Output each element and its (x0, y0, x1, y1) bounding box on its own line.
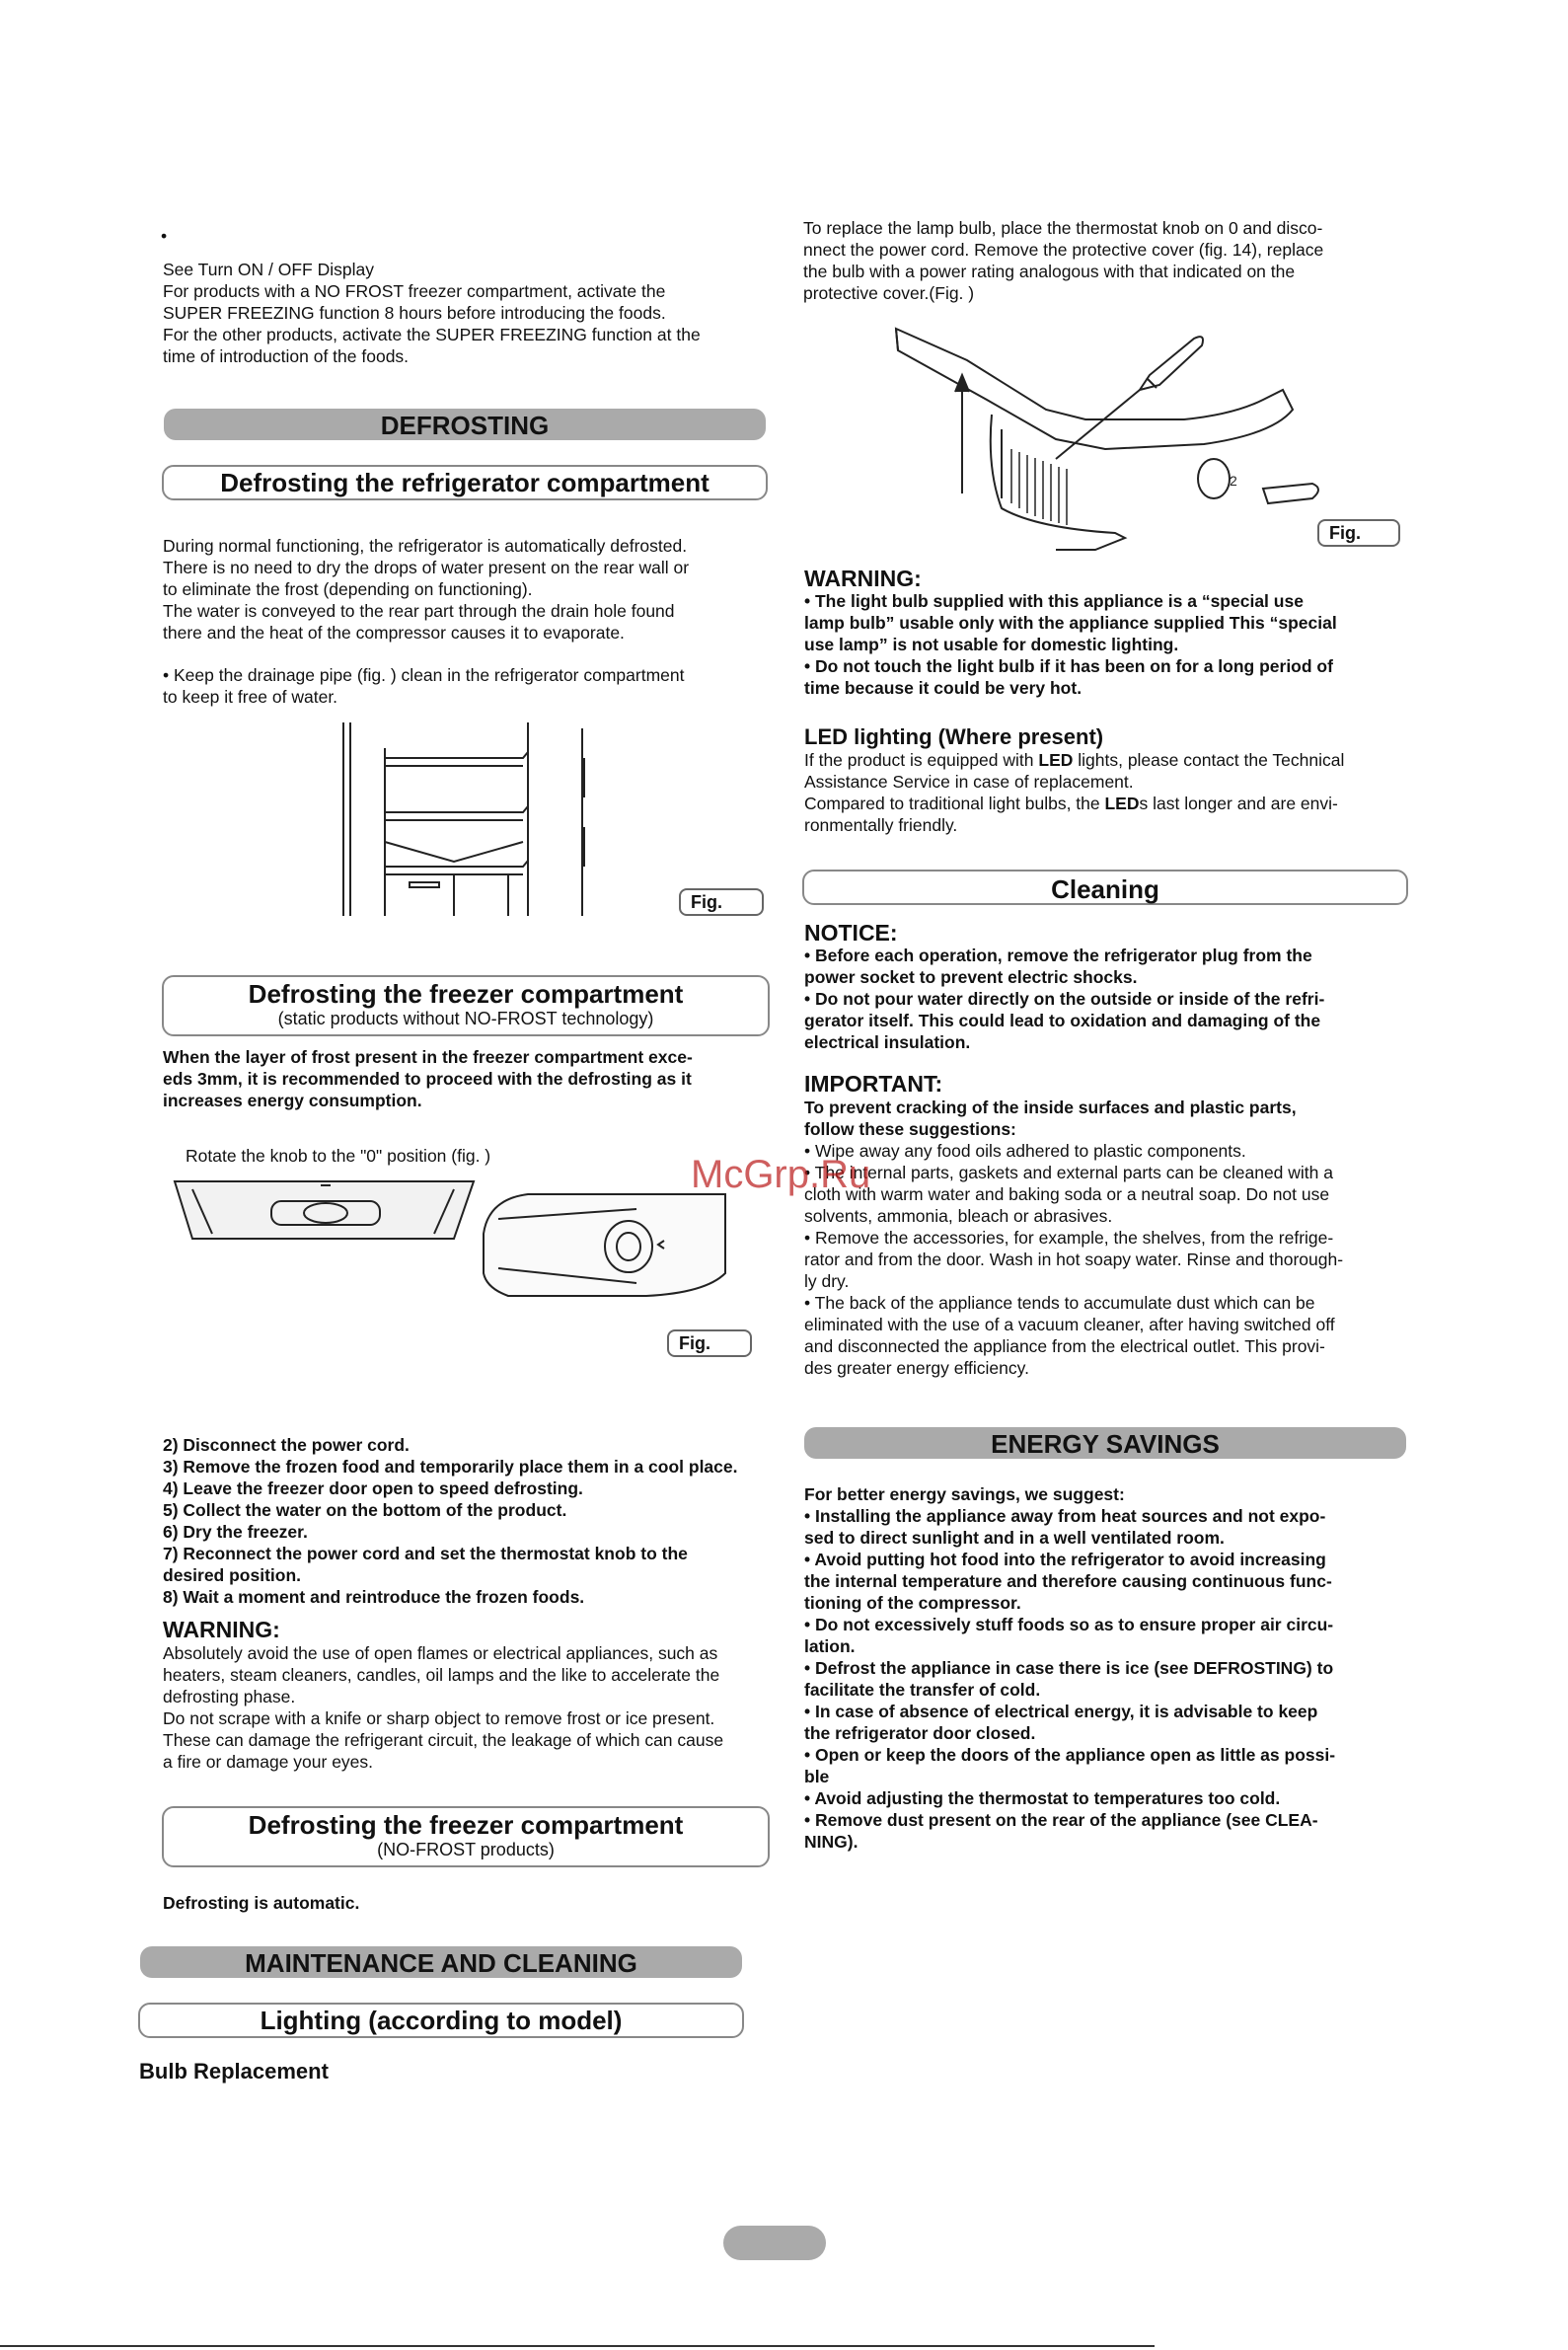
text-line: electrical insulation. (804, 1032, 971, 1052)
text-fragment: If the product is equipped with (804, 750, 1039, 770)
led-text (804, 749, 1421, 836)
warning-title: WARNING: (804, 566, 922, 591)
text-line: there and the heat of the compressor causes it to evaporate. (163, 623, 625, 643)
text-line: Assistance Service in case of replacement. (804, 772, 1134, 792)
defrosting-section-title: DEFROSTING (164, 409, 766, 440)
step-line: 8) Wait a moment and reintroduce the frozen foods. (163, 1587, 585, 1607)
freezer-defrost-title: Defrosting the freezer compartment (248, 979, 684, 1009)
intro-line: For products with a NO FROST freezer compartment, activate the (163, 281, 666, 301)
knob-digit-label: 2 (1230, 473, 1237, 489)
text-line: For better energy savings, we suggest: (804, 1484, 1125, 1504)
text-line: tioning of the compressor. (804, 1593, 1021, 1613)
text-line: gerator itself. This could lead to oxidation and damaging of the (804, 1011, 1321, 1030)
text-line: • The light bulb supplied with this appliance is a “special use (804, 591, 1304, 611)
text-line: • Remove the accessories, for example, the shelves, from the refrige- (804, 1228, 1334, 1248)
intro-line: See Turn ON / OFF Display (163, 260, 374, 279)
text-line: power socket to prevent electric shocks. (804, 967, 1138, 987)
lamp-replace-text (803, 217, 1415, 304)
nofrost-defrost-title: Defrosting the freezer compartment (248, 1810, 684, 1840)
lighting-heading (138, 2003, 744, 2038)
text-line: • In case of absence of electrical energy, it is advisable to keep (804, 1702, 1318, 1721)
lamp-warning-text (804, 590, 1421, 699)
text-line: use lamp” is not usable for domestic lighting. (804, 635, 1179, 654)
fridge-defrost-heading (162, 465, 768, 500)
bottom-rule (0, 2345, 1155, 2347)
text-line: • The internal parts, gaskets and external parts can be cleaned with a (804, 1163, 1333, 1182)
defrost-steps (163, 1434, 794, 1608)
text-fragment: s last longer and are envi- (1139, 794, 1338, 813)
text-line: There is no need to dry the drops of water present on the rear wall or (163, 558, 690, 577)
warning-title: WARNING: (163, 1617, 280, 1642)
text-line: cloth with warm water and baking soda or a neutral soap. Do not use (804, 1184, 1330, 1204)
text-line: • Wipe away any food oils adhered to plastic components. (804, 1141, 1246, 1161)
text-line: • Do not excessively stuff foods so as to ensure proper air circu- (804, 1615, 1334, 1634)
text-line: • Open or keep the doors of the appliance open as little as possi- (804, 1745, 1336, 1765)
intro-text (163, 259, 775, 367)
step-line: 7) Reconnect the power cord and set the thermostat knob to the (163, 1544, 688, 1563)
step-line: 2) Disconnect the power cord. (163, 1435, 410, 1455)
text-line: defrosting phase. (163, 1687, 296, 1706)
nofrost-defrost-subtitle: (NO-FROST products) (377, 1840, 555, 1859)
rotate-knob-text: Rotate the knob to the "0" position (fig. ) (186, 1146, 491, 1166)
text-line: lation. (804, 1636, 856, 1656)
text-line: nnect the power cord. Remove the protective cover (fig. 14), replace (803, 240, 1324, 260)
text-line: To replace the lamp bulb, place the thermostat knob on 0 and disco- (803, 218, 1323, 238)
lamp-cover-illustration (888, 321, 1332, 553)
text-line: a fire or damage your eyes. (163, 1752, 374, 1772)
text-line: • Avoid adjusting the thermostat to temperatures too cold. (804, 1788, 1281, 1808)
freezer-knob-illustration (173, 1179, 755, 1347)
led-title: LED lighting (Where present) (804, 724, 1104, 749)
step-line: 5) Collect the water on the bottom of the product. (163, 1500, 567, 1520)
text-line: To prevent cracking of the inside surfaces and plastic parts, (804, 1098, 1297, 1117)
text-line: the refrigerator door closed. (804, 1723, 1036, 1743)
intro-line: For the other products, activate the SUPER FREEZING function at the (163, 325, 701, 344)
watermark-logo: McGrp.Ru (691, 1153, 871, 1196)
nofrost-defrost-heading (162, 1806, 770, 1867)
text-line: des greater energy efficiency. (804, 1358, 1029, 1378)
text-line: These can damage the refrigerant circuit, the leakage of which can cause (163, 1730, 724, 1750)
lighting-title: Lighting (according to model) (260, 2006, 623, 2035)
step-line: 6) Dry the freezer. (163, 1522, 308, 1542)
text-line: Absolutely avoid the use of open flames or electrical appliances, such as (163, 1643, 718, 1663)
text-line: time because it could be very hot. (804, 678, 1083, 698)
text-line: and disconnected the appliance from the electrical outlet. This provi- (804, 1336, 1325, 1356)
text-line: eds 3mm, it is recommended to proceed with the defrosting as it (163, 1069, 692, 1089)
text-line: to eliminate the frost (depending on functioning). (163, 579, 533, 599)
text-line: • Remove dust present on the rear of the appliance (see CLEA- (804, 1810, 1318, 1830)
step-line: desired position. (163, 1565, 302, 1585)
auto-defrost-text: Defrosting is automatic. (163, 1893, 360, 1913)
text-line: • The back of the appliance tends to accumulate dust which can be (804, 1293, 1315, 1313)
step-line: 3) Remove the frozen food and temporarily place them in a cool place. (163, 1457, 738, 1477)
text-line: to keep it free of water. (163, 687, 338, 707)
text-line: rator and from the door. Wash in hot soapy water. Rinse and thorough- (804, 1250, 1344, 1269)
frost-text (163, 1046, 775, 1111)
text-line: NING). (804, 1832, 859, 1852)
text-line (804, 793, 1421, 814)
text-line: • Before each operation, remove the refrigerator plug from the (804, 946, 1312, 965)
text-fragment: lights, please contact the Technical (1073, 750, 1345, 770)
text-line: solvents, ammonia, bleach or abrasives. (804, 1206, 1113, 1226)
text-fragment: LED (1104, 794, 1140, 813)
text-line: the bulb with a power rating analogous with that indicated on the (803, 262, 1296, 281)
fig-label: Fig. (679, 888, 764, 916)
warning-text (163, 1642, 780, 1773)
step-line: 4) Leave the freezer door open to speed defrosting. (163, 1478, 583, 1498)
text-fragment: Compared to traditional light bulbs, the (804, 794, 1105, 813)
text-line: ronmentally friendly. (804, 815, 958, 835)
notice-title: NOTICE: (804, 920, 898, 946)
important-title: IMPORTANT: (804, 1071, 943, 1097)
bulb-replacement-title: Bulb Replacement (139, 2059, 329, 2084)
intro-line: time of introduction of the foods. (163, 346, 410, 366)
text-line: lamp bulb” usable only with the appliance supplied This “special (804, 613, 1337, 633)
text-line: • Defrost the appliance in case there is ice (see DEFROSTING) to (804, 1658, 1334, 1678)
text-line (804, 749, 1421, 771)
text-line: • Do not touch the light bulb if it has been on for a long period of (804, 656, 1333, 676)
text-line: When the layer of frost present in the freezer compartment exce- (163, 1047, 693, 1067)
fridge-defrost-title: Defrosting the refrigerator compartment (220, 468, 709, 497)
cleaning-heading (802, 870, 1408, 905)
page-number-pill (723, 2226, 826, 2260)
maintenance-section-title: MAINTENANCE AND CLEANING (140, 1946, 742, 1978)
text-line: ly dry. (804, 1271, 850, 1291)
text-line: heaters, steam cleaners, candles, oil lamps and the like to accelerate the (163, 1665, 720, 1685)
text-line: ble (804, 1767, 830, 1786)
text-fragment: LED (1038, 750, 1074, 770)
text-line: eliminated with the use of a vacuum cleaner, after having switched off (804, 1315, 1335, 1334)
text-line: • Keep the drainage pipe (fig. ) clean in the refrigerator compartment (163, 665, 685, 685)
energy-savings-title: ENERGY SAVINGS (804, 1427, 1406, 1459)
cleaning-title: Cleaning (1051, 874, 1159, 904)
important-text (804, 1097, 1426, 1379)
text-line: protective cover.(Fig. ) (803, 283, 975, 303)
freezer-defrost-heading (162, 975, 770, 1036)
text-line: follow these suggestions: (804, 1119, 1016, 1139)
fridge-defrost-text (163, 535, 780, 644)
fig-label: Fig. (1317, 519, 1400, 547)
text-line: sed to direct sunlight and in a well ventilated room. (804, 1528, 1225, 1548)
notice-text (804, 945, 1421, 1053)
text-line: Do not scrape with a knife or sharp object to remove frost or ice present. (163, 1708, 715, 1728)
text-line: • Do not pour water directly on the outside or inside of the refri- (804, 989, 1325, 1009)
text-line: facilitate the transfer of cold. (804, 1680, 1041, 1700)
fig-label: Fig. (667, 1329, 752, 1357)
fridge-shelves-illustration (336, 719, 592, 921)
drain-text (163, 664, 780, 708)
text-line: increases energy consumption. (163, 1091, 422, 1110)
freezer-defrost-subtitle: (static products without NO-FROST technology) (277, 1009, 654, 1028)
intro-line: SUPER FREEZING function 8 hours before introducing the foods. (163, 303, 666, 323)
text-line: • Installing the appliance away from heat sources and not expo- (804, 1506, 1326, 1526)
text-line: the internal temperature and therefore causing continuous func- (804, 1571, 1332, 1591)
text-line: During normal functioning, the refrigerator is automatically defrosted. (163, 536, 688, 556)
text-line: The water is conveyed to the rear part through the drain hole found (163, 601, 675, 621)
energy-savings-text (804, 1483, 1426, 1853)
text-line: • Avoid putting hot food into the refrigerator to avoid increasing (804, 1550, 1326, 1569)
bullet-mark: • (161, 226, 168, 246)
